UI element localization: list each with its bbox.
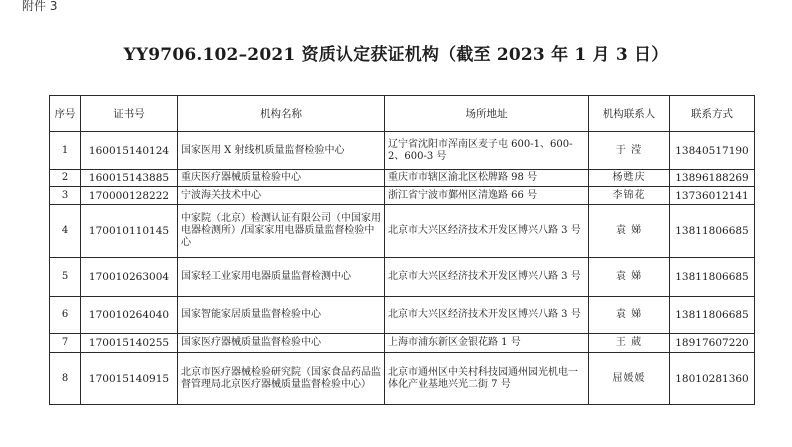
table-row — [50, 258, 755, 297]
row-phone: 18917607220 — [670, 334, 755, 353]
row-seq: 6 — [50, 297, 81, 334]
row-address: 北京市大兴区经济技术开发区博兴八路 3 号 — [385, 297, 589, 334]
row-address: 浙江省宁波市鄞州区清逸路 66 号 — [385, 187, 589, 205]
row-address: 北京市大兴区经济技术开发区博兴八路 3 号 — [385, 205, 589, 258]
table-row — [50, 132, 755, 170]
header-contact: 机构联系人 — [589, 96, 670, 132]
row-phone: 13840517190 — [670, 132, 755, 170]
row-address: 辽宁省沈阳市浑南区麦子屯 600-1、600-2、600-3 号 — [385, 132, 589, 170]
header-address: 场所地址 — [385, 96, 589, 132]
table-row — [50, 170, 755, 187]
row-cert-no: 170010264040 — [81, 297, 178, 334]
row-cert-no: 160015140124 — [81, 132, 178, 170]
row-seq: 5 — [50, 258, 81, 297]
row-org-name: 国家轻工业家用电器质量监督检测中心 — [178, 258, 385, 297]
institutions-table — [49, 95, 755, 405]
row-contact: 袁 娣 — [589, 297, 670, 334]
row-cert-no: 170015140255 — [81, 334, 178, 353]
annex-label: 附件 3 — [22, 0, 58, 13]
table-header-row — [50, 96, 755, 132]
row-org-name: 宁波海关技术中心 — [178, 187, 385, 205]
row-contact: 杨甦庆 — [589, 170, 670, 187]
row-org-name: 重庆医疗器械质量检验中心 — [178, 170, 385, 187]
row-phone: 13811806685 — [670, 205, 755, 258]
table-row — [50, 205, 755, 258]
row-phone: 13736012141 — [670, 187, 755, 205]
row-org-name: 国家智能家居质量监督检验中心 — [178, 297, 385, 334]
row-contact: 李锦花 — [589, 187, 670, 205]
row-cert-no: 170015140915 — [81, 353, 178, 405]
table-row — [50, 334, 755, 353]
row-contact: 袁 娣 — [589, 258, 670, 297]
table-row — [50, 297, 755, 334]
row-phone: 13811806685 — [670, 297, 755, 334]
row-cert-no: 170000128222 — [81, 187, 178, 205]
row-phone: 18010281360 — [670, 353, 755, 405]
header-seq: 序号 — [50, 96, 81, 132]
header-org-name: 机构名称 — [178, 96, 385, 132]
row-contact: 于 滢 — [589, 132, 670, 170]
row-phone: 13896188269 — [670, 170, 755, 187]
row-address: 上海市浦东新区金银花路 1 号 — [385, 334, 589, 353]
row-org-name: 国家医疗器械质量监督检验中心 — [178, 334, 385, 353]
row-address: 北京市通州区中关村科技园通州园光机电一体化产业基地兴光二街 7 号 — [385, 353, 589, 405]
row-seq: 3 — [50, 187, 81, 205]
row-seq: 1 — [50, 132, 81, 170]
row-seq: 7 — [50, 334, 81, 353]
row-seq: 4 — [50, 205, 81, 258]
row-address: 北京市大兴区经济技术开发区博兴八路 3 号 — [385, 258, 589, 297]
row-address: 重庆市市辖区渝北区松牌路 98 号 — [385, 170, 589, 187]
row-phone: 13811806685 — [670, 258, 755, 297]
header-phone: 联系方式 — [670, 96, 755, 132]
row-org-name: 北京市医疗器械检验研究院（国家食品药品监督管理局北京医疗器械质量监督检验中心） — [178, 353, 385, 405]
row-seq: 2 — [50, 170, 81, 187]
row-contact: 王 葳 — [589, 334, 670, 353]
page-title: YY9706.102–2021 资质认定获证机构（截至 2023 年 1 月 3 日） — [123, 45, 669, 65]
row-cert-no: 160015143885 — [81, 170, 178, 187]
row-cert-no: 170010263004 — [81, 258, 178, 297]
table-row — [50, 187, 755, 205]
row-cert-no: 170010110145 — [81, 205, 178, 258]
header-cert-no: 证书号 — [81, 96, 178, 132]
row-contact: 屈媛媛 — [589, 353, 670, 405]
row-org-name: 中家院（北京）检测认证有限公司（中国家用电器检测所）/国家家用电器质量监督检验中心 — [178, 205, 385, 258]
row-contact: 袁 娣 — [589, 205, 670, 258]
row-seq: 8 — [50, 353, 81, 405]
table-row — [50, 353, 755, 405]
row-org-name: 国家医用 X 射线机质量监督检验中心 — [178, 132, 385, 170]
